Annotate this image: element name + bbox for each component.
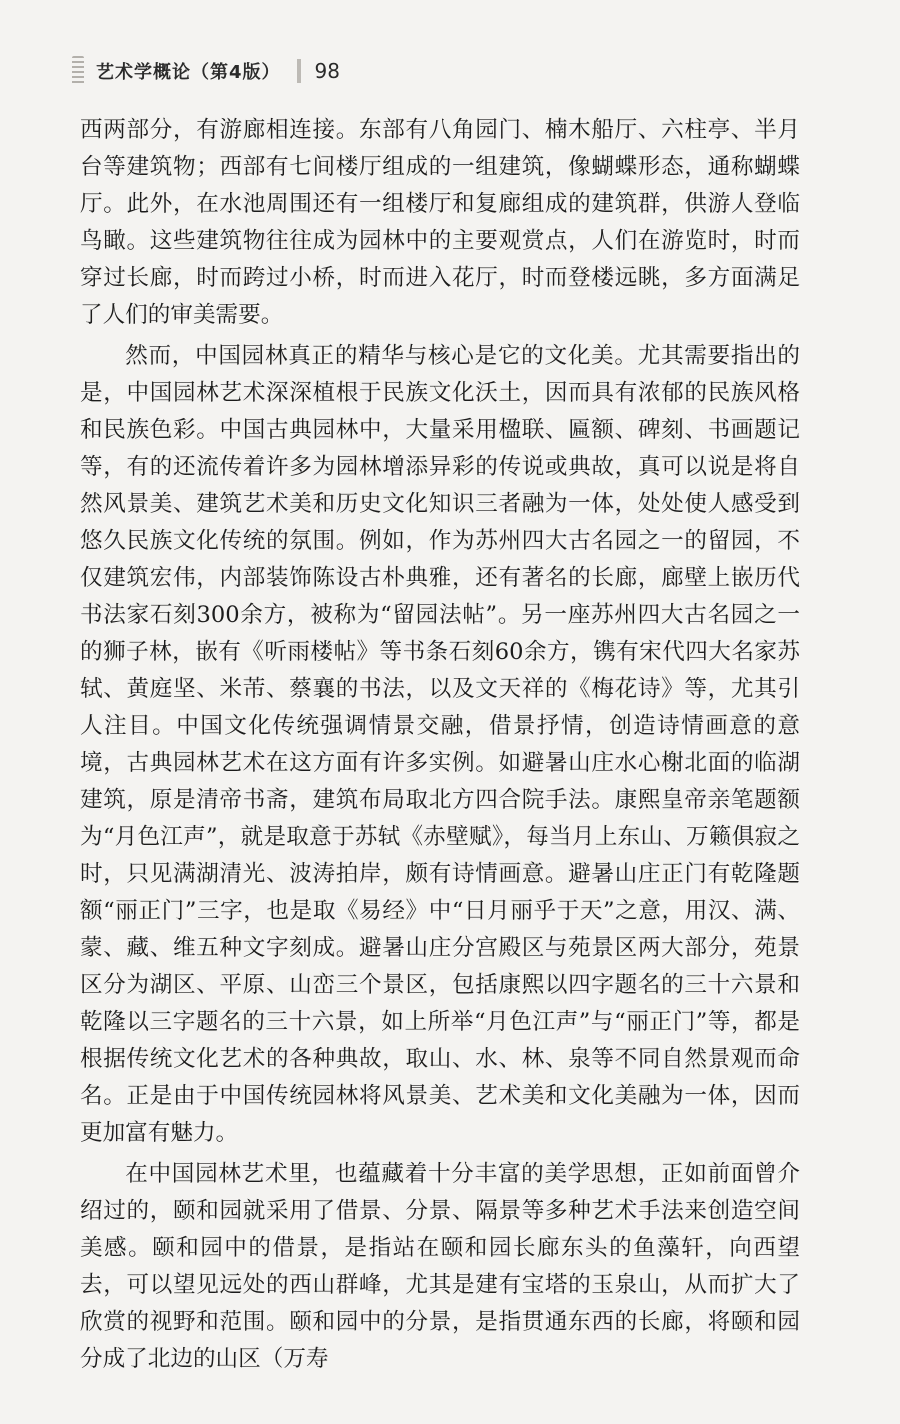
running-header	[72, 54, 340, 88]
header-divider	[297, 59, 301, 83]
paragraph-aesthetics: 在中国园林艺术里，也蕴藏着十分丰富的美学思想，正如前面曾介绍过的，颐和园就采用了借景、分景、隔景等多种艺术手法来创造空间美感。颐和园中的借景，是指站在颐和园长廊东头的鱼藻轩，向西望去，可以望见远处的西山群峰，尤其是建有宝塔的玉泉山，从而扩大了欣赏的视野和范围。颐和园中的分景，是指贯通东西的长廊，将颐和园分成了北边的山区（万寿	[80, 1161, 800, 1372]
book-title: 艺术学概论（第4版）	[96, 62, 281, 83]
page-body	[80, 112, 800, 1378]
paragraph-cultural-beauty: 然而，中国园林真正的精华与核心是它的文化美。尤其需要指出的是，中国园林艺术深深植根于民族文化沃土，因而具有浓郁的民族风格和民族色彩。中国古典园林中，大量采用楹联、匾额、碑刻、书画题记等，有的还流传着许多为园林增添异彩的传说或典故，真可以说是将自然风景美、建筑艺术美和历史文化知识三者融为一体，处处使人感受到悠久民族文化传统的氛围。例如，作为苏州四大古名园之一的留园，不仅建筑宏伟，内部装饰陈设古朴典雅，还有著名的长廊，廊壁上嵌历代书法家石刻300余方，被称为“留园法帖”。另一座苏州四大古名园之一的狮子林，嵌有《听雨楼帖》等书条石刻60余方，镌有宋代四大名家苏轼、黄庭坚、米芾、蔡襄的书法，以及文天祥的《梅花诗》等，尤其引人注目。中国文化传统强调情景交融，借景抒情，创造诗情画意的意境，古典园林艺术在这方面有许多实例。如避暑山庄水心榭北面的临湖建筑，原是清帝书斋，建筑布局取北方四合院手法。康熙皇帝亲笔题额为“月色江声”，就是取意于苏轼《赤壁赋》，每当月上东山、万籁俱寂之时，只见满湖清光、波涛拍岸，颇有诗情画意。避暑山庄正门有乾隆题额“丽正门”三字，也是取《易经》中“日月丽乎于天”之意，用汉、满、蒙、藏、维五种文字刻成。避暑山庄分宫殿区与苑景区两大部分，苑景区分为湖区、平原、山峦三个景区，包括康熙以四字题名的三十六景和乾隆以三字题名的三十六景，如上所举“月色江声”与“丽正门”等，都是根据传统文化艺术的各种典故，取山、水、林、泉等不同自然景观而命名。正是由于中国传统园林将风景美、艺术美和文化美融为一体，因而更加富有魅力。	[80, 343, 800, 1146]
paragraph-continued: 西两部分，有游廊相连接。东部有八角园门、楠木船厅、六柱亭、半月台等建筑物；西部有七间楼厅组成的一组建筑，像蝴蝶形态，通称蝴蝶厅。此外，在水池周围还有一组楼厅和复廊组成的建筑群，供游人登临鸟瞰。这些建筑物往往成为园林中的主要观赏点，人们在游览时，时而穿过长廊，时而跨过小桥，时而进入花厅，时而登楼远眺，多方面满足了人们的审美需要。	[80, 117, 800, 328]
page-number: 98	[314, 59, 340, 83]
header-ornament-icon	[72, 56, 84, 86]
